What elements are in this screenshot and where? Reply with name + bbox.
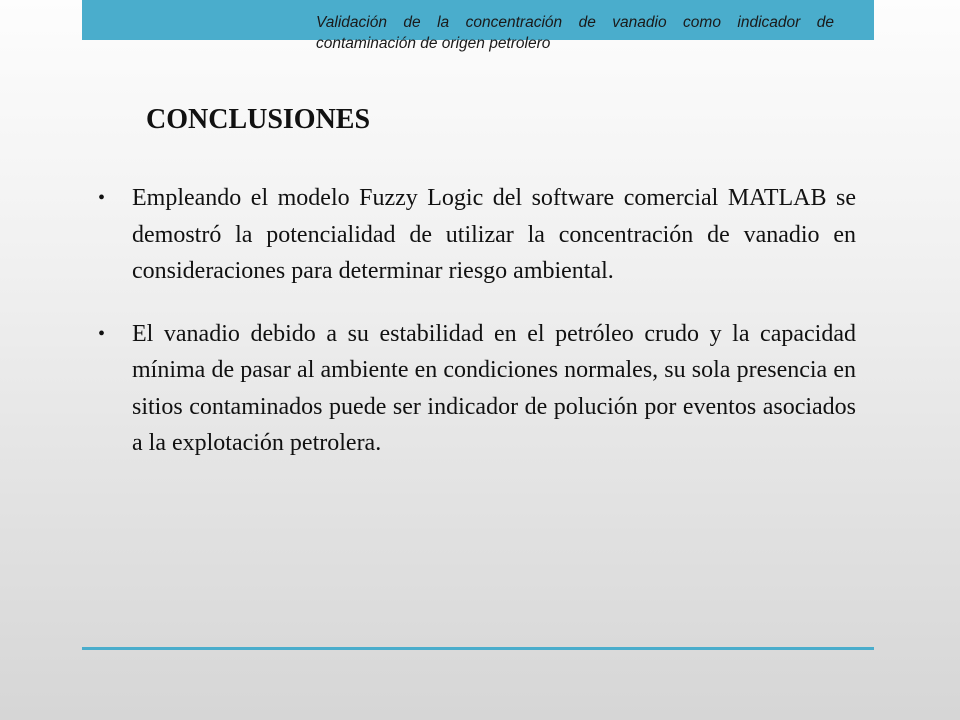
bullet-item: [96, 316, 856, 462]
bullet-text: El vanadio debido a su estabilidad en el petróleo crudo y la capacidad mínima de pasar al ambiente en condiciones normales, su sola presencia en sitios contaminados puede ser indicador de polución por eventos asociados a la explotación petrolera.: [132, 320, 856, 456]
slide-title: CONCLUSIONES: [146, 104, 371, 135]
running-header-title: Validación de la concentración de vanadio como indicador de contaminación de origen petrolero: [316, 14, 834, 52]
bullet-text: Empleando el modelo Fuzzy Logic del software comercial MATLAB se demostró la potencialidad de utilizar la concentración de vanadio en consideraciones para determinar riesgo ambiental.: [132, 185, 856, 284]
footer-divider: [82, 647, 874, 650]
conclusions-list: [96, 180, 856, 488]
bullet-item: [96, 180, 856, 290]
bullet-icon: •: [98, 322, 106, 345]
bullet-icon: •: [98, 187, 106, 209]
